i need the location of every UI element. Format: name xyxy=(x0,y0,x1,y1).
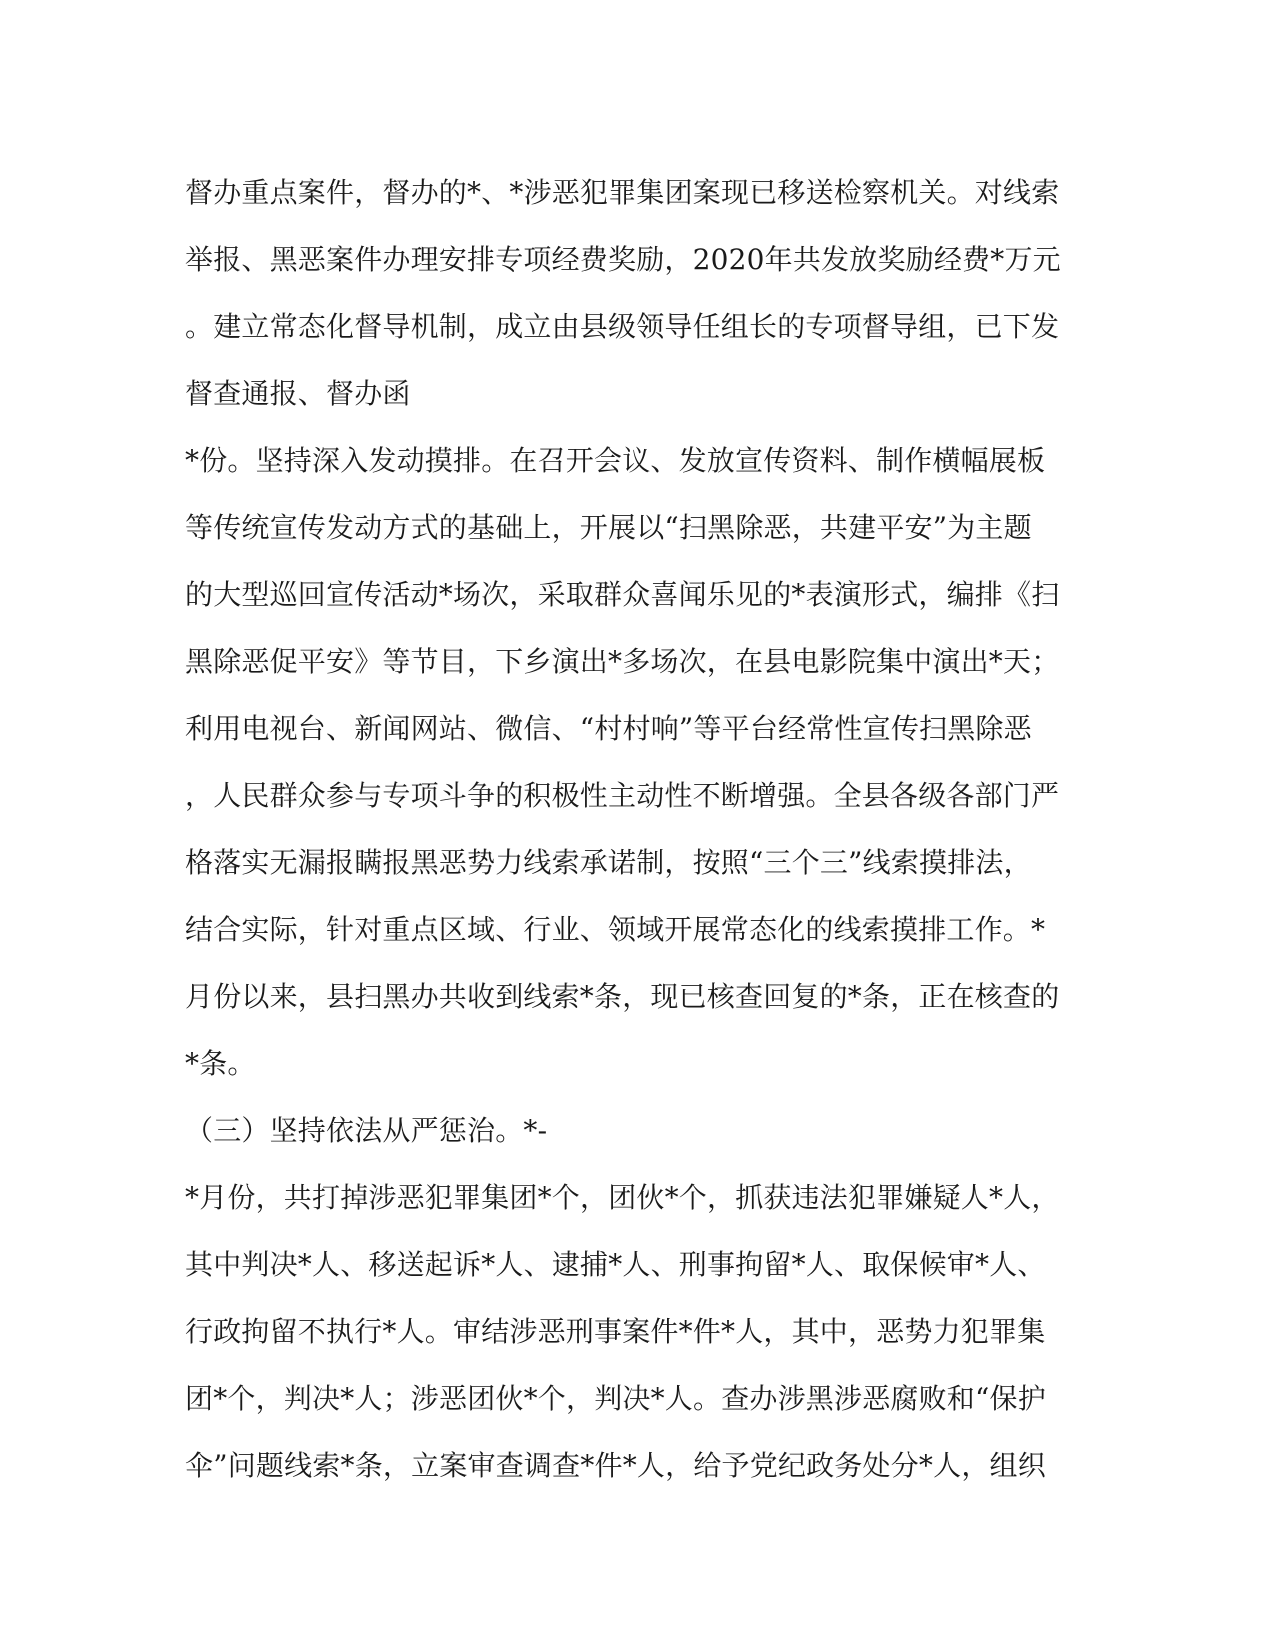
text-line: *条。 xyxy=(185,1047,256,1080)
text-line: 其中判决*人、移送起诉*人、逮捕*人、刑事拘留*人、取保候审*人、 xyxy=(185,1248,1046,1281)
text-line: 行政拘留不执行*人。审结涉恶刑事案件*件*人，其中，恶势力犯罪集 xyxy=(185,1315,1046,1348)
text-line: 的大型巡回宣传活动*场次，采取群众喜闻乐见的*表演形式，编排《扫 xyxy=(185,578,1060,611)
section-heading: （三）坚持依法从严惩治。*- xyxy=(185,1114,548,1147)
text-line: 格落实无漏报瞒报黑恶势力线索承诺制，按照“三个三”线索摸排法， xyxy=(185,846,1032,879)
body-text xyxy=(185,168,1085,1508)
text-line: ，人民群众参与专项斗争的积极性主动性不断增强。全县各级各部门严 xyxy=(185,779,1060,812)
text-line: 结合实际，针对重点区域、行业、领域开展常态化的线索摸排工作。* xyxy=(185,913,1046,946)
text-line: *份。坚持深入发动摸排。在召开会议、发放宣传资料、制作横幅展板 xyxy=(185,444,1046,477)
text-line: 等传统宣传发动方式的基础上，开展以“扫黑除恶，共建平安”为主题 xyxy=(185,511,1032,544)
text-line: 月份以来，县扫黑办共收到线索*条，现已核查回复的*条，正在核查的 xyxy=(185,980,1060,1013)
text-line: *月份，共打掉涉恶犯罪集团*个，团伙*个，抓获违法犯罪嫌疑人*人， xyxy=(185,1181,1060,1214)
text-line: 。建立常态化督导机制，成立由县级领导任组长的专项督导组，已下发 xyxy=(185,310,1060,343)
text-line: 督查通报、督办函 xyxy=(185,377,411,410)
text-line: 伞”问题线索*条，立案审查调查*件*人，给予党纪政务处分*人，组织 xyxy=(185,1449,1046,1482)
text-line: 黑除恶促平安》等节目，下乡演出*多场次，在县电影院集中演出*天； xyxy=(185,645,1060,678)
text-line: 举报、黑恶案件办理安排专项经费奖励，2020年共发放奖励经费*万元 xyxy=(185,243,1061,276)
text-line: 利用电视台、新闻网站、微信、“村村响”等平台经常性宣传扫黑除恶 xyxy=(185,712,1032,745)
text-line: 团*个，判决*人；涉恶团伙*个，判决*人。查办涉黑涉恶腐败和“保护 xyxy=(185,1382,1046,1415)
text-line: 督办重点案件，督办的*、*涉恶犯罪集团案现已移送检察机关。对线索 xyxy=(185,176,1060,209)
